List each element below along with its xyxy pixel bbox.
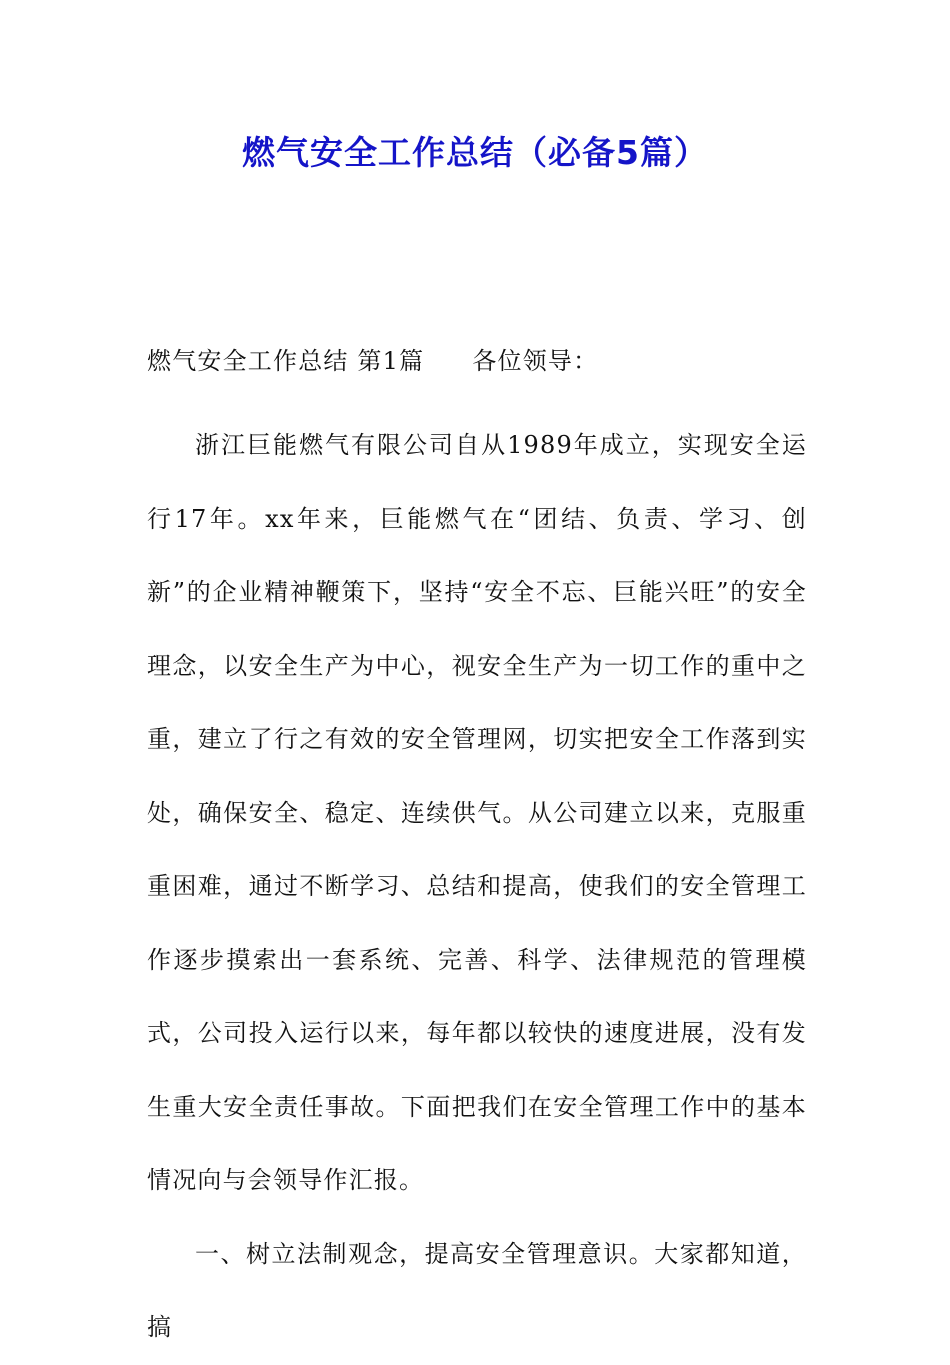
section-heading-line — [147, 336, 807, 386]
paragraph-2: 一、树立法制观念，提高安全管理意识。大家都知道，搞 — [147, 1239, 807, 1341]
document-body — [147, 336, 807, 1365]
paragraph-1: 浙江巨能燃气有限公司自从1989年成立，实现安全运行17年。xx年来，巨能燃气在“团结、负责、学习、创新”的企业精神鞭策下，坚持“安全不忘、巨能兴旺”的安全理念，以安全生产为中心，视安全生产为一切工作的重中之重，建立了行之有效的安全管理网，切实把安全工作落到实处，确保安全、稳定、连续供气。从公司建立以来，克服重重困难，通过不断学习、总结和提高，使我们的安全管理工作逐步摸索出一套系统、完善、科学、法律规范的管理模式，公司投入运行以来，每年都以较快的速度进展，没有发生重大安全责任事故。下面把我们在安全管理工作中的基本情况向与会领导作汇报。 — [147, 431, 807, 1194]
salutation: 各位领导： — [472, 347, 599, 375]
document-title: 燃气安全工作总结（必备5篇） — [242, 133, 708, 172]
section-heading: 燃气安全工作总结 第1篇 — [147, 347, 425, 375]
